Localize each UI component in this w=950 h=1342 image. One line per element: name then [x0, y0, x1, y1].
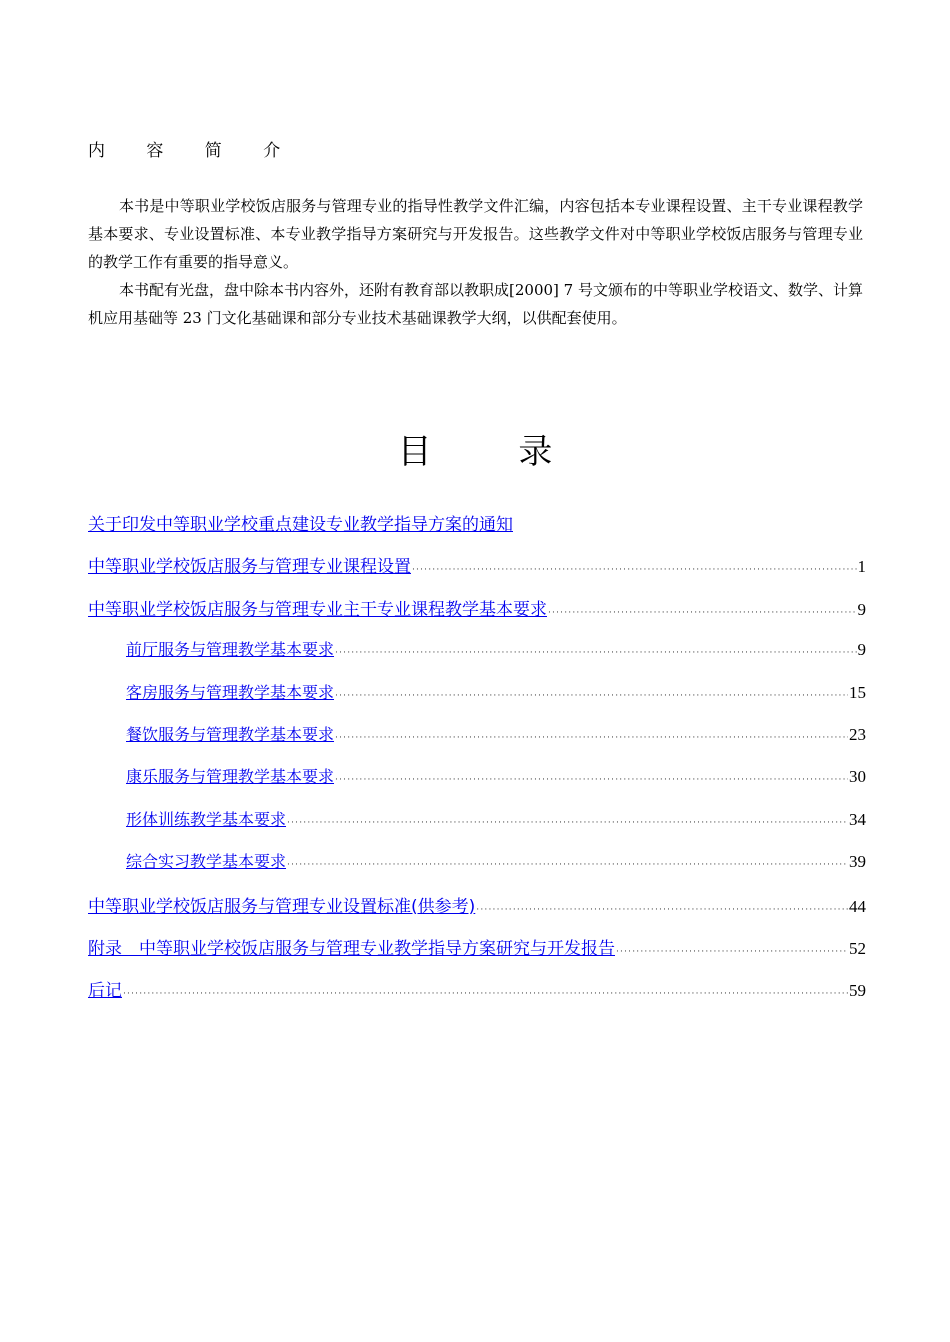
toc-page-number: 30 — [849, 767, 866, 787]
toc-subentry — [88, 714, 866, 756]
toc-subentry — [88, 799, 866, 841]
intro-paragraph: 本书是中等职业学校饭店服务与管理专业的指导性教学文件汇编，内容包括本专业课程设置、主干专业课程教学基本要求、专业设置标准、本专业教学指导方案研究与开发报告。这些教学文件对中等职业学校饭店服务与管理专业的教学工作有重要的指导意义。 — [88, 197, 863, 271]
dot-leader — [335, 775, 848, 785]
toc-entry — [88, 587, 866, 629]
toc-subentry — [88, 841, 866, 883]
table-of-contents — [88, 502, 866, 1011]
toc-entry — [88, 502, 866, 544]
toc-link[interactable]: 中等职业学校饭店服务与管理专业课程设置 — [88, 557, 411, 578]
toc-link[interactable]: 关于印发中等职业学校重点建设专业教学指导方案的通知 — [88, 515, 513, 535]
dot-leader — [287, 818, 848, 828]
toc-page-number: 1 — [857, 557, 866, 577]
dot-leader — [412, 565, 857, 575]
toc-subentry — [88, 672, 866, 714]
toc-link[interactable]: 前厅服务与管理教学基本要求 — [126, 640, 335, 660]
toc-entry — [88, 926, 866, 968]
toc-link[interactable]: 餐饮服务与管理教学基本要求 — [126, 724, 335, 744]
dot-leader — [548, 608, 857, 618]
toc-link[interactable]: 后记 — [88, 981, 122, 1002]
toc-page-number: 9 — [857, 640, 866, 660]
toc-page-number: 39 — [849, 852, 866, 872]
toc-page-number: 34 — [849, 809, 866, 829]
toc-title: 目 录 — [397, 432, 591, 472]
toc-page-number: 23 — [849, 724, 866, 744]
dot-leader — [616, 947, 848, 957]
toc-page-number: 59 — [849, 981, 866, 1001]
dot-leader — [287, 860, 848, 870]
toc-page-number: 15 — [849, 682, 866, 702]
toc-subentry — [88, 756, 866, 798]
toc-entry — [88, 884, 866, 926]
intro-heading: 内 容 简 介 — [88, 141, 299, 161]
dot-leader — [335, 648, 856, 658]
toc-page-number: 52 — [849, 938, 866, 958]
toc-subentry — [88, 629, 866, 671]
dot-leader — [476, 905, 848, 915]
toc-link[interactable]: 康乐服务与管理教学基本要求 — [126, 767, 335, 787]
toc-page-number: 44 — [849, 896, 866, 916]
toc-link[interactable]: 客房服务与管理教学基本要求 — [126, 682, 335, 702]
toc-link[interactable]: 中等职业学校饭店服务与管理专业主干专业课程教学基本要求 — [88, 599, 547, 620]
dot-leader — [123, 989, 848, 999]
toc-entry — [88, 544, 866, 586]
toc-link[interactable]: 形体训练教学基本要求 — [126, 809, 287, 829]
toc-link[interactable]: 综合实习教学基本要求 — [126, 852, 287, 872]
dot-leader — [335, 733, 848, 743]
dot-leader — [335, 691, 848, 701]
intro-body — [88, 192, 863, 332]
intro-paragraph: 本书配有光盘，盘中除本书内容外，还附有教育部以教职成[2000] 7 号文颁布的中等职业学校语文、数学、计算机应用基础等 23 门文化基础课和部分专业技术基础课教学大纲，以供配套使用。 — [88, 281, 863, 327]
toc-link[interactable]: 附录 中等职业学校饭店服务与管理专业教学指导方案研究与开发报告 — [88, 938, 615, 959]
toc-entry — [88, 968, 866, 1010]
toc-page-number: 9 — [857, 599, 866, 619]
toc-link[interactable]: 中等职业学校饭店服务与管理专业设置标准(供参考) — [88, 896, 476, 917]
